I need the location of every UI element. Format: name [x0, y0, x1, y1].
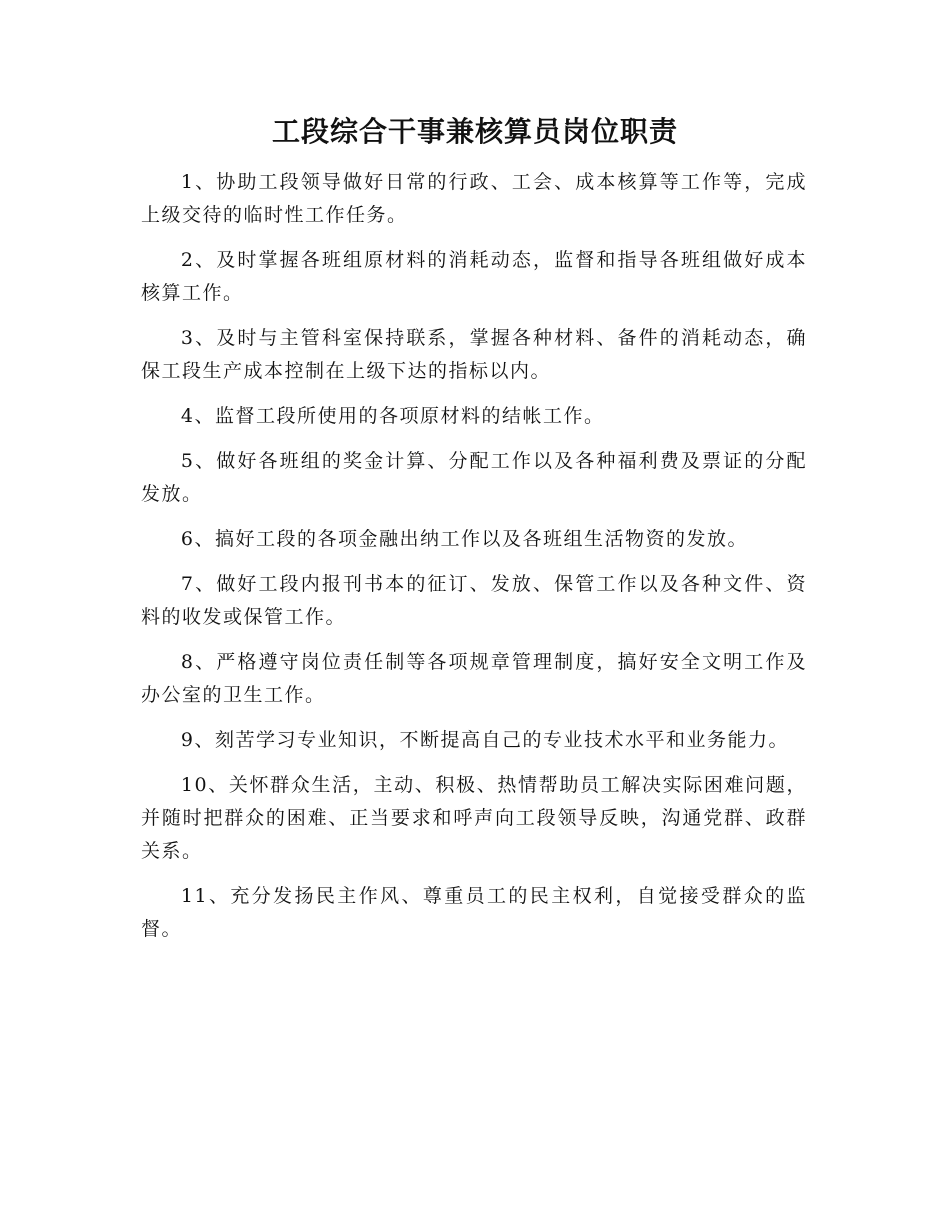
- document-title: 工段综合干事兼核算员岗位职责: [271, 115, 678, 148]
- duty-paragraph-1: 1、协助工段领导做好日常的行政、工会、成本核算等工作等，完成上级交待的临时性工作任务。: [141, 171, 807, 226]
- duty-paragraph-10: 10、关怀群众生活，主动、积极、热情帮助员工解决实际困难问题，并随时把群众的困难、正当要求和呼声向工段领导反映，沟通党群、政群关系。: [141, 774, 807, 862]
- duty-paragraph-5: 5、做好各班组的奖金计算、分配工作以及各种福利费及票证的分配发放。: [141, 450, 807, 505]
- duty-paragraph-6: 6、搞好工段的各项金融出纳工作以及各班组生活物资的发放。: [180, 528, 748, 550]
- duty-paragraph-2: 2、及时掌握各班组原材料的消耗动态，监督和指导各班组做好成本核算工作。: [141, 249, 807, 304]
- duty-paragraph-8: 8、严格遵守岗位责任制等各项规章管理制度，搞好安全文明工作及办公室的卫生工作。: [141, 651, 807, 706]
- duty-paragraph-7: 7、做好工段内报刊书本的征订、发放、保管工作以及各种文件、资料的收发或保管工作。: [141, 573, 807, 628]
- duty-paragraph-4: 4、监督工段所使用的各项原材料的结帐工作。: [180, 405, 605, 427]
- document-body: [141, 166, 807, 958]
- duty-paragraph-11: 11、充分发扬民主作风、尊重员工的民主权利，自觉接受群众的监督。: [141, 885, 807, 940]
- duty-paragraph-3: 3、及时与主管科室保持联系，掌握各种材料、备件的消耗动态，确保工段生产成本控制在上级下达的指标以内。: [141, 327, 807, 382]
- duty-paragraph-9: 9、刻苦学习专业知识，不断提高自己的专业技术水平和业务能力。: [180, 729, 789, 751]
